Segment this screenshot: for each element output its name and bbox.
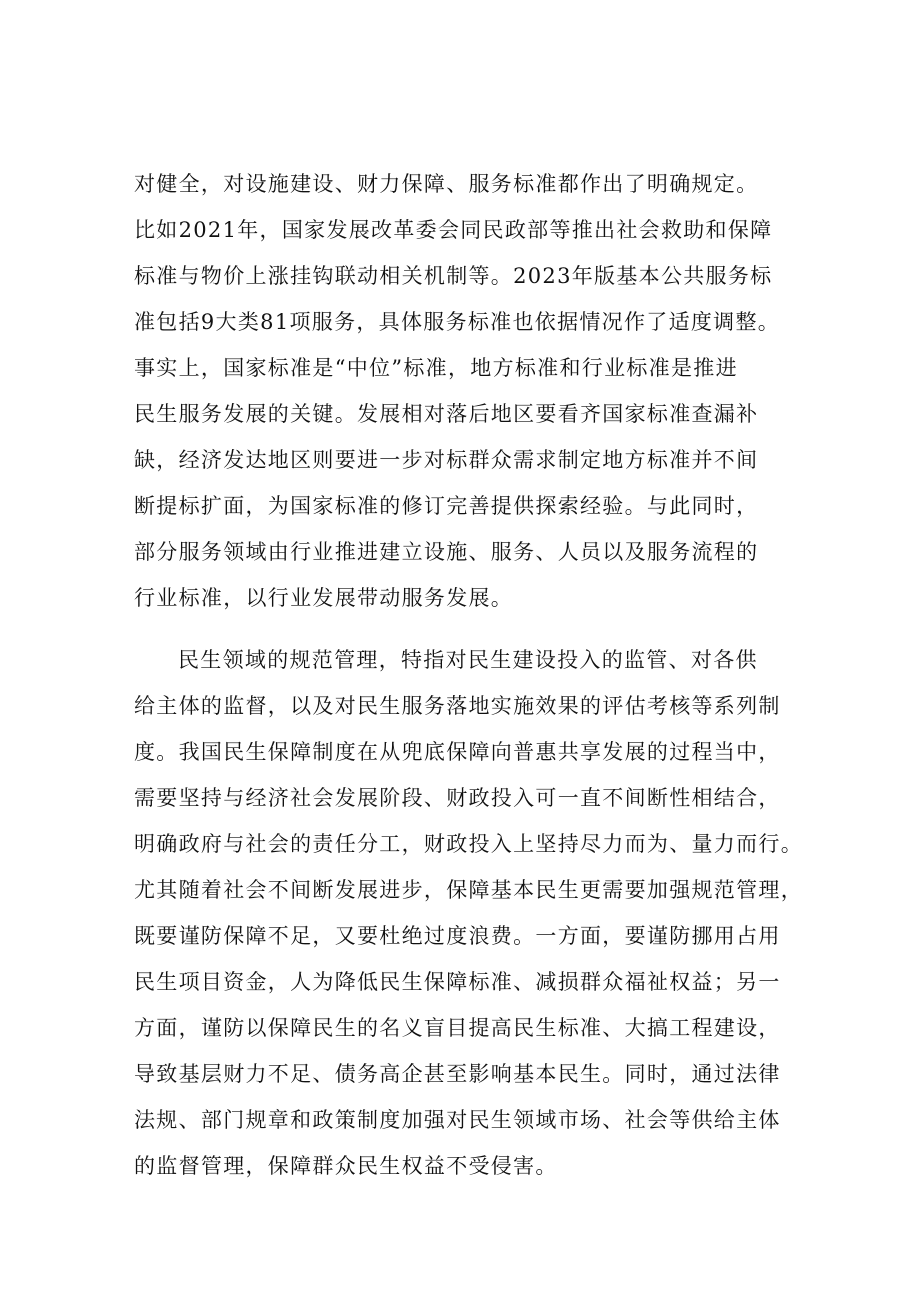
paragraph-line: 需要坚持与经济社会发展阶段、财政投入可一直不间断性相结合， [134,786,781,810]
paragraph-line: 事实上，国家标准是“中位”标准，地方标准和行业标准是推进 [134,356,738,380]
paragraph-line: 部分服务领域由行业推进建立设施、服务、人员以及服务流程的 [134,540,759,564]
paragraph-line: 导致基层财力不足、债务高企甚至影响基本民生。同时，通过法律 [134,1062,781,1086]
paragraph-line: 给主体的监督，以及对民生服务落地实施效果的评估考核等系列制 [134,694,781,718]
paragraph-line: 民生领域的规范管理，特指对民生建设投入的监管、对各供 [178,648,758,672]
paragraph-line: 明确政府与社会的责任分工，财政投入上坚持尽力而为、量力而行。 [134,832,803,856]
paragraph-line: 对健全，对设施建设、财力保障、服务标准都作出了明确规定。 [134,172,759,196]
paragraph-line: 缺，经济发达地区则要进一步对标群众需求制定地方标准并不间 [134,448,759,472]
paragraph-line: 方面，谨防以保障民生的名义盲目提高民生标准、大搞工程建设， [134,1016,781,1040]
paragraph-line: 的监督管理，保障群众民生权益不受侵害。 [134,1154,558,1178]
paragraph-line: 比如2021年，国家发展改革委会同民政部等推出社会救助和保障 [134,218,773,242]
paragraph-line: 准包括9大类81项服务，具体服务标准也依据情况作了适度调整。 [134,310,781,334]
paragraph-line: 既要谨防保障不足，又要杜绝过度浪费。一方面，要谨防挪用占用 [134,924,781,948]
paragraph-line: 行业标准，以行业发展带动服务发展。 [134,586,514,610]
paragraph-line: 尤其随着社会不间断发展进步，保障基本民生更需要加强规范管理， [134,878,803,902]
paragraph-line: 标准与物价上涨挂钩联动相关机制等。2023年版基本公共服务标 [134,264,773,288]
paragraph-line: 法规、部门规章和政策制度加强对民生领域市场、社会等供给主体 [134,1108,781,1132]
paragraph-line: 民生项目资金，人为降低民生保障标准、减损群众福祉权益；另一 [134,970,781,994]
paragraph-line: 度。我国民生保障制度在从兜底保障向普惠共享发展的过程当中， [134,740,781,764]
paragraph-line: 断提标扩面，为国家标准的修订完善提供探索经验。与此同时， [134,494,759,518]
paragraph-line: 民生服务发展的关键。发展相对落后地区要看齐国家标准查漏补 [134,402,759,426]
